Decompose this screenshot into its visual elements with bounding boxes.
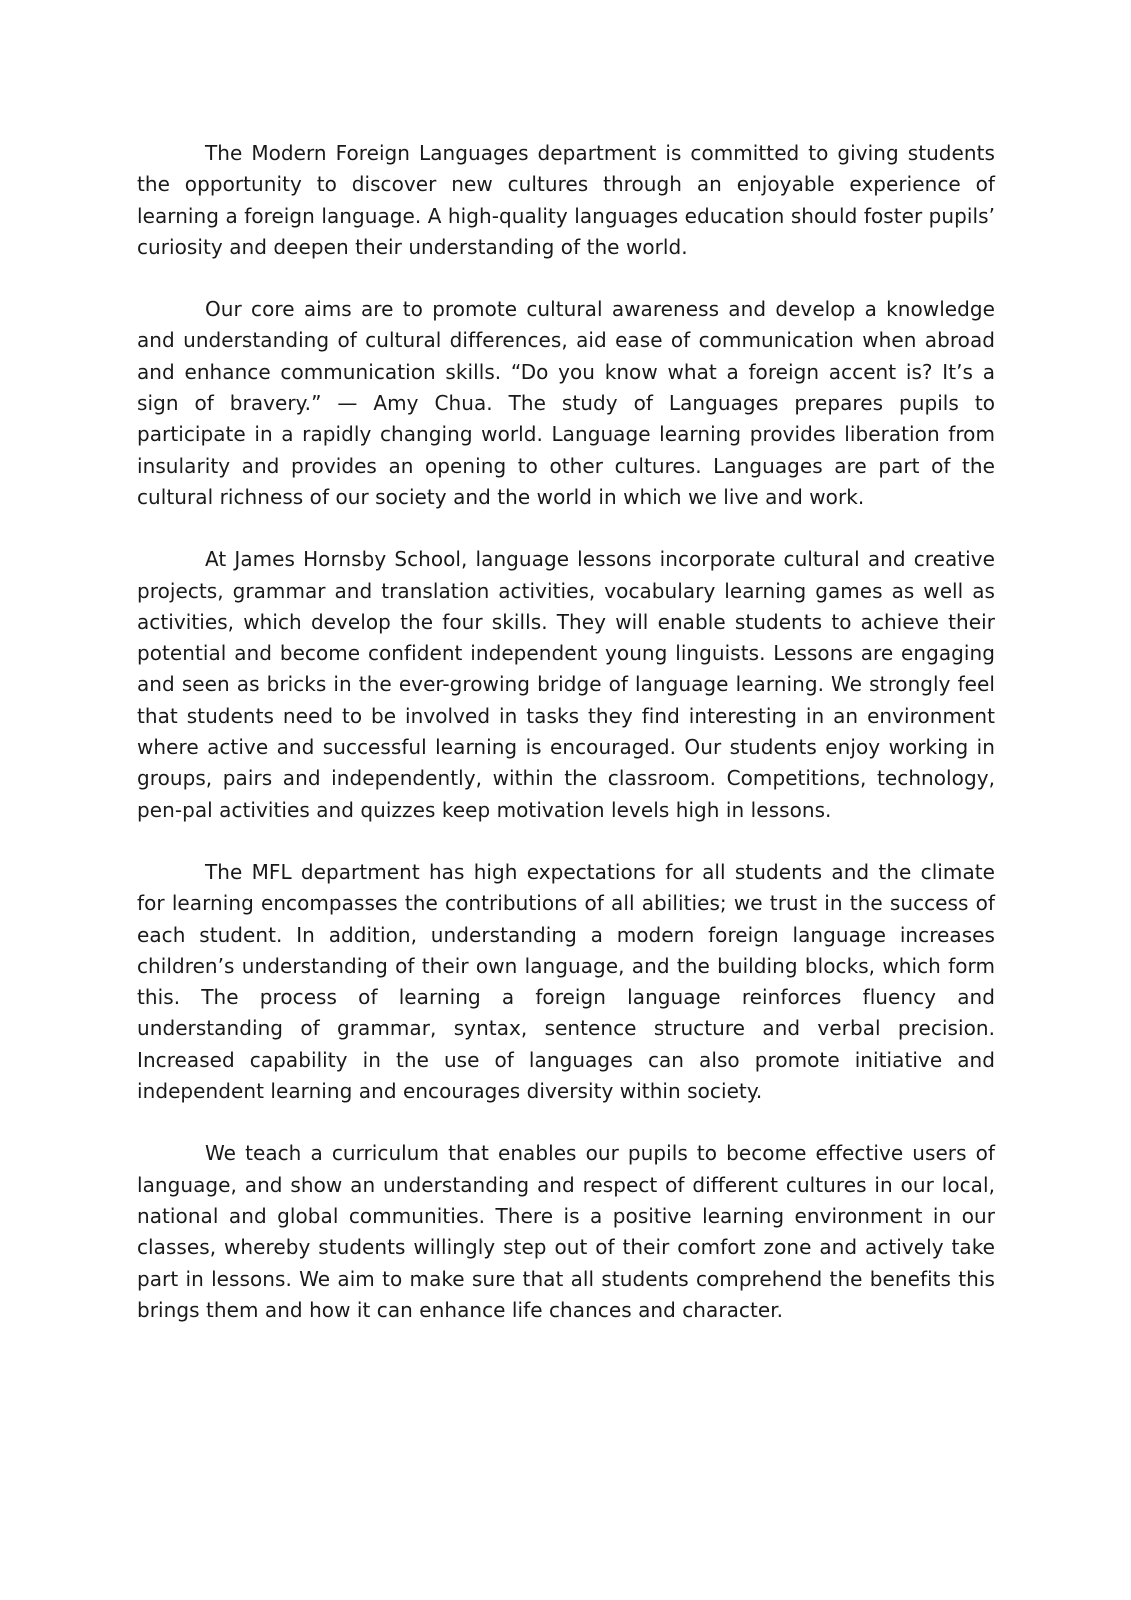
paragraph-expectations: The MFL department has high expectations for all students and the climate for learning encompasses the contributions of all abilities; we trust in the success of each student. In addition, understanding a modern foreign language increases children’s understanding of their own language, and the building blocks, which form this. The process of learning a foreign language reinforces fluency and understanding of grammar, syntax, sentence structure and verbal precision. Increased capability in the use of languages can also promote initiative and independent learning and encourages diversity within society. [137, 859, 995, 1104]
paragraph-lessons: At James Hornsby School, language lessons incorporate cultural and creative projects, grammar and translation activities, vocabulary learning games as well as activities, which develop the four skills. They will enable students to achieve their potential and become confident independent young linguists. Lessons are engaging and seen as bricks in the ever-growing bridge of language learning. We strongly feel that students need to be involved in tasks they find interesting in an environment where active and successful learning is encouraged. Our students enjoy working in groups, pairs and independently, within the classroom. Competitions, technology, pen-pal activities and quizzes keep motivation levels high in lessons. [137, 547, 995, 822]
paragraph-core-aims: Our core aims are to promote cultural awareness and develop a knowledge and understanding of cultural differences, aid ease of communication when abroad and enhance communication skills. “Do you know what a foreign accent is? It’s a sign of bravery.” — Amy Chua. The study of Languages prepares pupils to participate in a rapidly changing world. Language learning provides liberation from insularity and provides an opening to other cultures. Languages are part of the cultural richness of our society and the world in which we live and work. [137, 297, 995, 509]
paragraph-curriculum: We teach a curriculum that enables our pupils to become effective users of language, and show an understanding and respect of different cultures in our local, national and global communities. There is a positive learning environment in our classes, whereby students willingly step out of their comfort zone and actively take part in lessons. We aim to make sure that all students comprehend the benefits this brings them and how it can enhance life chances and character. [137, 1141, 995, 1322]
paragraph-intro: The Modern Foreign Languages department is committed to giving students the opportunity to discover new cultures through an enjoyable experience of learning a foreign language. A high-quality languages education should foster pupils’ curiosity and deepen their understanding of the world. [137, 141, 995, 259]
document-body [137, 138, 995, 1357]
